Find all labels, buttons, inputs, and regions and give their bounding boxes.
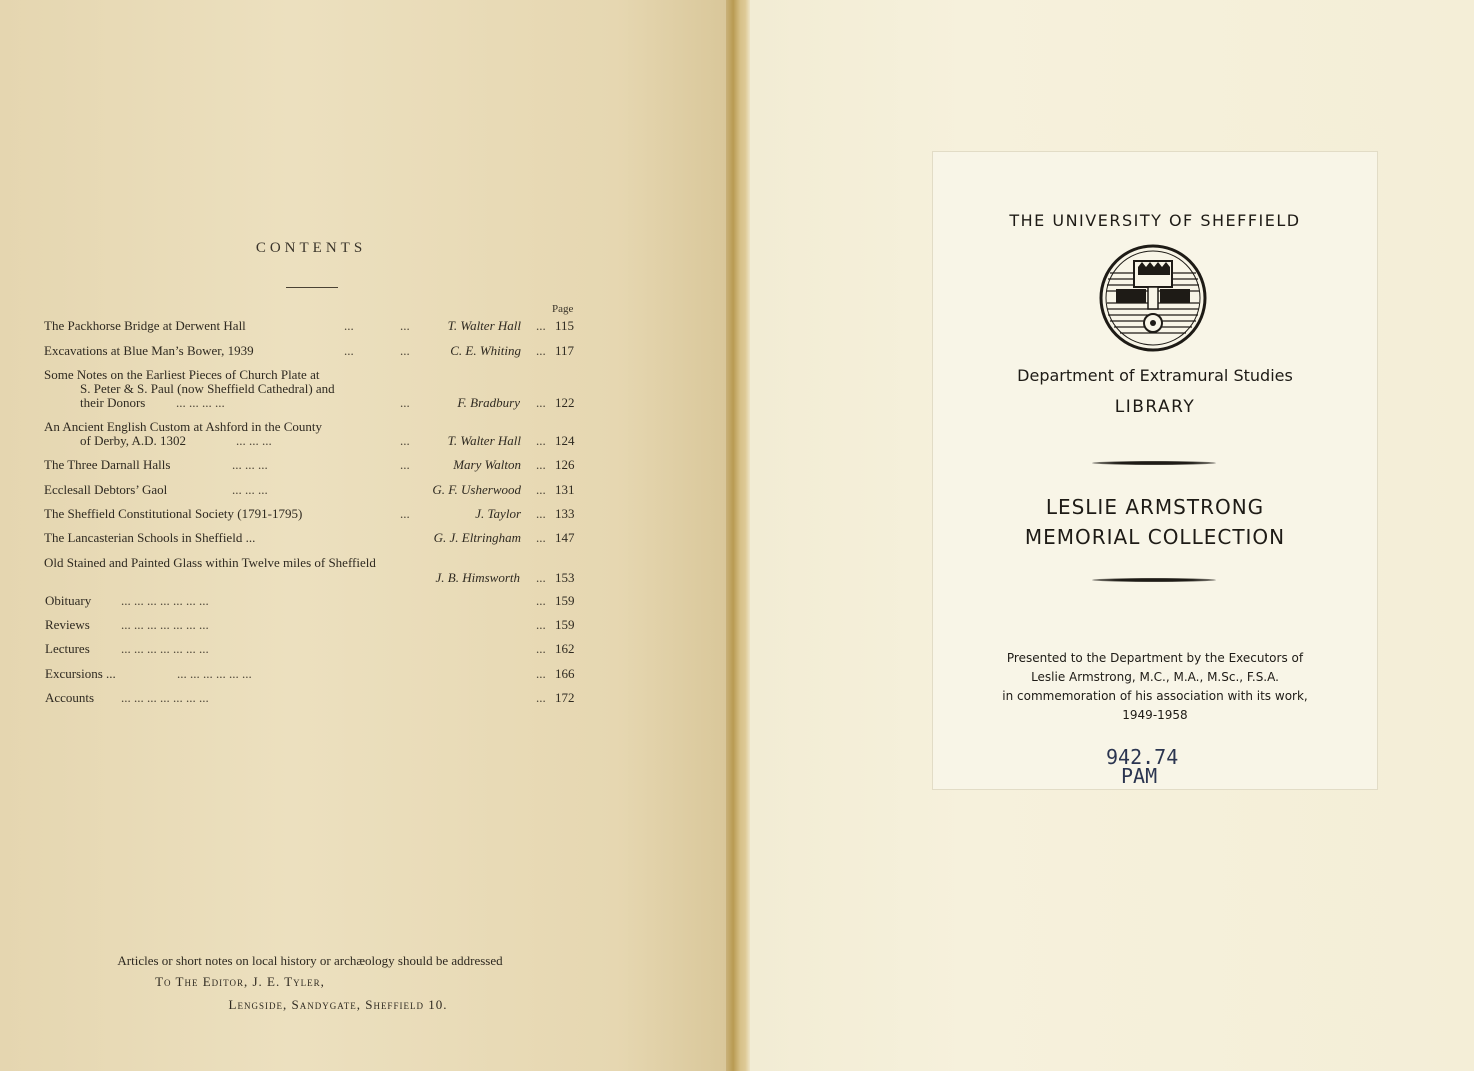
toc-author: T. Walter Hall [447, 318, 521, 333]
toc-leader: ... ... ... ... ... ... ... [121, 690, 209, 705]
toc-leader: ... [536, 666, 546, 681]
toc-leader: ... ... ... ... [176, 395, 225, 410]
toc-title: their Donors [80, 395, 146, 410]
page-column-label: Page [552, 303, 574, 315]
toc-title: of Derby, A.D. 1302 [80, 433, 187, 448]
footer-editor: To The Editor, J. E. Tyler, [155, 974, 325, 989]
toc-entry [44, 318, 584, 334]
presentation-dates: 1949-1958 [1122, 708, 1188, 722]
ornamental-rule [1092, 578, 1216, 582]
toc-author: T. Walter Hall [447, 433, 521, 448]
toc-title: Reviews [45, 617, 90, 632]
toc-entry [44, 433, 584, 449]
collection-title-line1: LESLIE ARMSTRONG [1045, 495, 1265, 519]
toc-leader: ... [536, 617, 546, 632]
contents-heading: CONTENTS [255, 240, 367, 256]
toc-page-number: 124 [555, 433, 575, 448]
toc-entry-line [44, 555, 604, 571]
toc-title: Excursions ... [45, 666, 116, 681]
toc-leader: ... [344, 343, 354, 358]
toc-entry [45, 617, 585, 633]
toc-title: The Sheffield Constitutional Society (1791-1795) [44, 506, 303, 521]
toc-leader: ... [536, 570, 546, 585]
toc-entry [45, 690, 585, 706]
toc-leader: ... [400, 318, 410, 333]
toc-entry [44, 506, 584, 522]
toc-page-number: 153 [555, 570, 575, 585]
toc-entry [45, 641, 585, 657]
toc-page-number: 159 [555, 617, 575, 632]
toc-entry [44, 343, 584, 359]
toc-leader: ... ... ... ... ... ... ... [121, 593, 209, 608]
toc-entry [45, 666, 585, 682]
university-crest-icon [1098, 243, 1208, 353]
toc-leader: ... [536, 593, 546, 608]
toc-author: J. Taylor [475, 506, 521, 521]
toc-leader: ... ... ... ... ... ... ... [121, 641, 209, 656]
presentation-text: Leslie Armstrong, M.C., M.A., M.Sc., F.S.A. [1031, 670, 1279, 684]
toc-leader: ... ... ... [232, 482, 268, 497]
toc-title: Excavations at Blue Man’s Bower, 1939 [44, 343, 254, 358]
toc-entry [44, 482, 584, 498]
toc-title: Accounts [45, 690, 95, 705]
university-name: THE UNIVERSITY OF SHEFFIELD [1009, 211, 1301, 230]
toc-entry [44, 457, 584, 473]
toc-leader: ... [400, 457, 410, 472]
toc-author: Mary Walton [453, 457, 521, 472]
toc-entry [44, 530, 584, 546]
toc-leader: ... ... ... ... ... ... ... [121, 617, 209, 632]
toc-entry [44, 395, 584, 411]
toc-title: Lectures [45, 641, 90, 656]
toc-leader: ... [536, 641, 546, 656]
toc-title: An Ancient English Custom at Ashford in the County [44, 419, 323, 434]
toc-page-number: 172 [555, 690, 575, 705]
left-page [0, 0, 726, 1071]
toc-title: Ecclesall Debtors’ Gaol [44, 482, 168, 497]
toc-author: G. J. Eltringham [433, 530, 521, 545]
toc-title: Obituary [45, 593, 92, 608]
toc-page-number: 133 [555, 506, 575, 521]
toc-page-number: 131 [555, 482, 575, 497]
toc-leader: ... [536, 433, 546, 448]
book-spine [726, 0, 750, 1071]
toc-title: Old Stained and Painted Glass within Twelve miles of Sheffield [44, 555, 376, 570]
toc-title: S. Peter & S. Paul (now Sheffield Cathedral) and [80, 381, 335, 396]
toc-leader: ... [536, 318, 546, 333]
toc-page-number: 162 [555, 641, 575, 656]
toc-leader: ... [536, 530, 546, 545]
toc-title: The Three Darnall Halls [44, 457, 171, 472]
presentation-text: Presented to the Department by the Executors of [1006, 651, 1304, 665]
toc-title: Some Notes on the Earliest Pieces of Church Plate at [44, 367, 320, 382]
toc-page-number: 126 [555, 457, 575, 472]
heading-rule [286, 287, 338, 288]
toc-leader: ... [344, 318, 354, 333]
toc-leader: ... ... ... [236, 433, 272, 448]
toc-entry [45, 593, 585, 609]
handwritten-classmark: PAM [1121, 764, 1158, 788]
toc-leader: ... [400, 433, 410, 448]
ornamental-rule [1092, 461, 1216, 465]
toc-leader: ... [536, 506, 546, 521]
toc-page-number: 117 [555, 343, 575, 358]
toc-author: C. E. Whiting [450, 343, 521, 358]
toc-title: The Packhorse Bridge at Derwent Hall [44, 318, 246, 333]
toc-leader: ... [400, 395, 410, 410]
bookplate [932, 151, 1378, 790]
toc-leader: ... ... ... [232, 457, 268, 472]
toc-author: G. F. Usherwood [432, 482, 521, 497]
handwritten-classmark: 942.74 [1106, 745, 1179, 769]
toc-leader: ... [536, 482, 546, 497]
toc-leader: ... [536, 343, 546, 358]
toc-leader: ... [400, 343, 410, 358]
toc-author: J. B. Himsworth [435, 570, 520, 585]
toc-entry [44, 570, 584, 586]
toc-leader: ... [536, 457, 546, 472]
toc-leader: ... [400, 506, 410, 521]
toc-page-number: 122 [555, 395, 575, 410]
toc-title: The Lancasterian Schools in Sheffield ... [44, 530, 256, 545]
presentation-text: in commemoration of his association with its work, [1002, 689, 1308, 703]
toc-leader: ... [536, 690, 546, 705]
toc-page-number: 115 [555, 318, 575, 333]
toc-author: F. Bradbury [457, 395, 520, 410]
toc-page-number: 166 [555, 666, 575, 681]
footer-address: Lengside, Sandygate, Sheffield 10. [228, 997, 448, 1012]
toc-leader: ... [536, 395, 546, 410]
toc-page-number: 159 [555, 593, 575, 608]
footer-note: Articles or short notes on local history or archæology should be addressed [117, 953, 503, 968]
toc-leader: ... ... ... ... ... ... [177, 666, 252, 681]
department-name: Department of Extramural Studies [1017, 366, 1293, 385]
collection-title-line2: MEMORIAL COLLECTION [1024, 525, 1286, 549]
library-label: LIBRARY [1114, 397, 1196, 417]
toc-page-number: 147 [555, 530, 575, 545]
